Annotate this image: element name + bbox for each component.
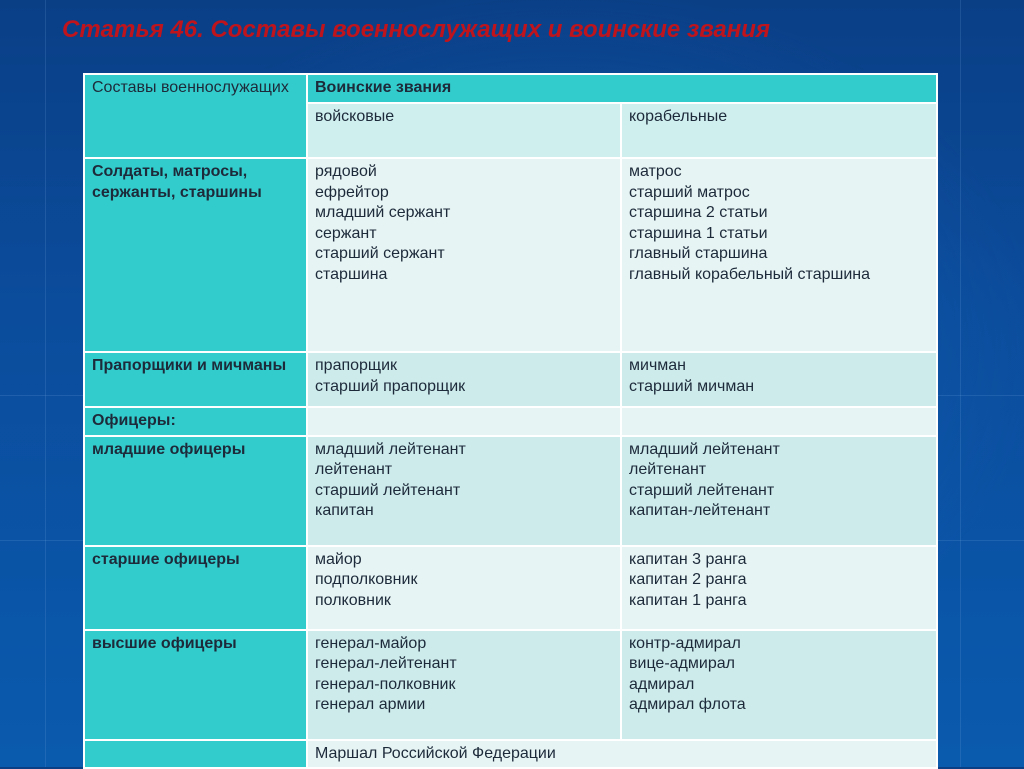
army-ranks-cell <box>307 407 621 436</box>
rank-item: матрос <box>629 163 682 180</box>
army-ranks-cell <box>307 436 621 546</box>
rank-item: генерал-майор <box>315 634 427 652</box>
rank-item: полковник <box>315 591 391 609</box>
category-cell: высшие офицеры <box>84 630 307 740</box>
navy-ranks-cell <box>621 352 937 407</box>
table-row <box>84 630 937 740</box>
rank-item: рядовой <box>315 163 377 180</box>
header-navy: корабельные <box>621 103 937 158</box>
rank-item: старший матрос <box>629 183 750 201</box>
rank-item: младший сержант <box>315 204 451 221</box>
navy-ranks-cell <box>621 630 937 740</box>
rank-item: главный старшина <box>629 245 768 262</box>
rank-item: генерал-лейтенант <box>315 655 457 672</box>
rank-item: подполковник <box>315 571 418 588</box>
rank-item: капитан-лейтенант <box>629 502 771 519</box>
category-cell: старшие офицеры <box>84 546 307 630</box>
rank-item: генерал-полковник <box>315 675 456 693</box>
army-ranks-cell <box>307 630 621 740</box>
rank-item: старший лейтенант <box>315 481 461 499</box>
rank-item: старшина 2 статьи <box>629 204 768 221</box>
navy-ranks-cell <box>621 436 937 546</box>
army-ranks-cell <box>307 352 621 407</box>
rank-item: контр-адмирал <box>629 634 741 652</box>
rank-item: майор <box>315 550 362 568</box>
rank-item: главный корабельный старшина <box>629 265 871 283</box>
category-cell: Прапорщики и мичманы <box>84 352 307 407</box>
category-cell: Солдаты, матросы, сержанты, старшины <box>84 158 307 352</box>
rank-item: мичман <box>629 357 687 374</box>
rank-item: старшина 1 статьи <box>629 224 768 242</box>
background-line <box>45 0 46 767</box>
rank-item: вице-адмирал <box>629 655 735 672</box>
rank-item: младший лейтенант <box>315 440 466 458</box>
rank-item: адмирал <box>629 675 695 693</box>
header-composition: Составы военнослужащих <box>84 74 307 158</box>
marshal-rank-cell: Маршал Российской Федерации <box>307 740 937 769</box>
rank-item: старший сержант <box>315 245 445 262</box>
rank-item: адмирал флота <box>629 696 746 713</box>
category-cell <box>84 740 307 769</box>
table-row <box>84 546 937 630</box>
rank-item: ефрейтор <box>315 183 389 201</box>
table-row <box>84 352 937 407</box>
navy-ranks-cell <box>621 546 937 630</box>
rank-item: капитан 3 ранга <box>629 550 747 568</box>
navy-ranks-cell <box>621 407 937 436</box>
table-row <box>84 407 937 436</box>
table-row <box>84 158 937 352</box>
rank-item: капитан 1 ранга <box>629 591 747 609</box>
header-army: войсковые <box>307 103 621 158</box>
category-cell: Офицеры: <box>84 407 307 436</box>
rank-item: лейтенант <box>315 461 393 478</box>
rank-item: младший лейтенант <box>629 440 780 458</box>
ranks-table <box>83 73 938 769</box>
rank-item: капитан 2 ранга <box>629 571 747 588</box>
rank-item: лейтенант <box>629 461 707 478</box>
rank-item: капитан <box>315 502 374 519</box>
category-cell: младшие офицеры <box>84 436 307 546</box>
rank-item: старшина <box>315 265 388 283</box>
army-ranks-cell <box>307 158 621 352</box>
header-ranks: Воинские звания <box>307 74 937 103</box>
page-title: Статья 46. Составы военнослужащих и воинские звания <box>62 16 771 43</box>
rank-item: старший прапорщик <box>315 377 466 395</box>
rank-item: генерал армии <box>315 696 426 713</box>
rank-item: старший мичман <box>629 377 755 395</box>
table-row <box>84 436 937 546</box>
navy-ranks-cell <box>621 158 937 352</box>
rank-item: старший лейтенант <box>629 481 775 499</box>
background-line <box>960 0 961 767</box>
army-ranks-cell <box>307 546 621 630</box>
rank-item: прапорщик <box>315 357 398 374</box>
rank-item: сержант <box>315 224 377 242</box>
table-row <box>84 740 937 769</box>
